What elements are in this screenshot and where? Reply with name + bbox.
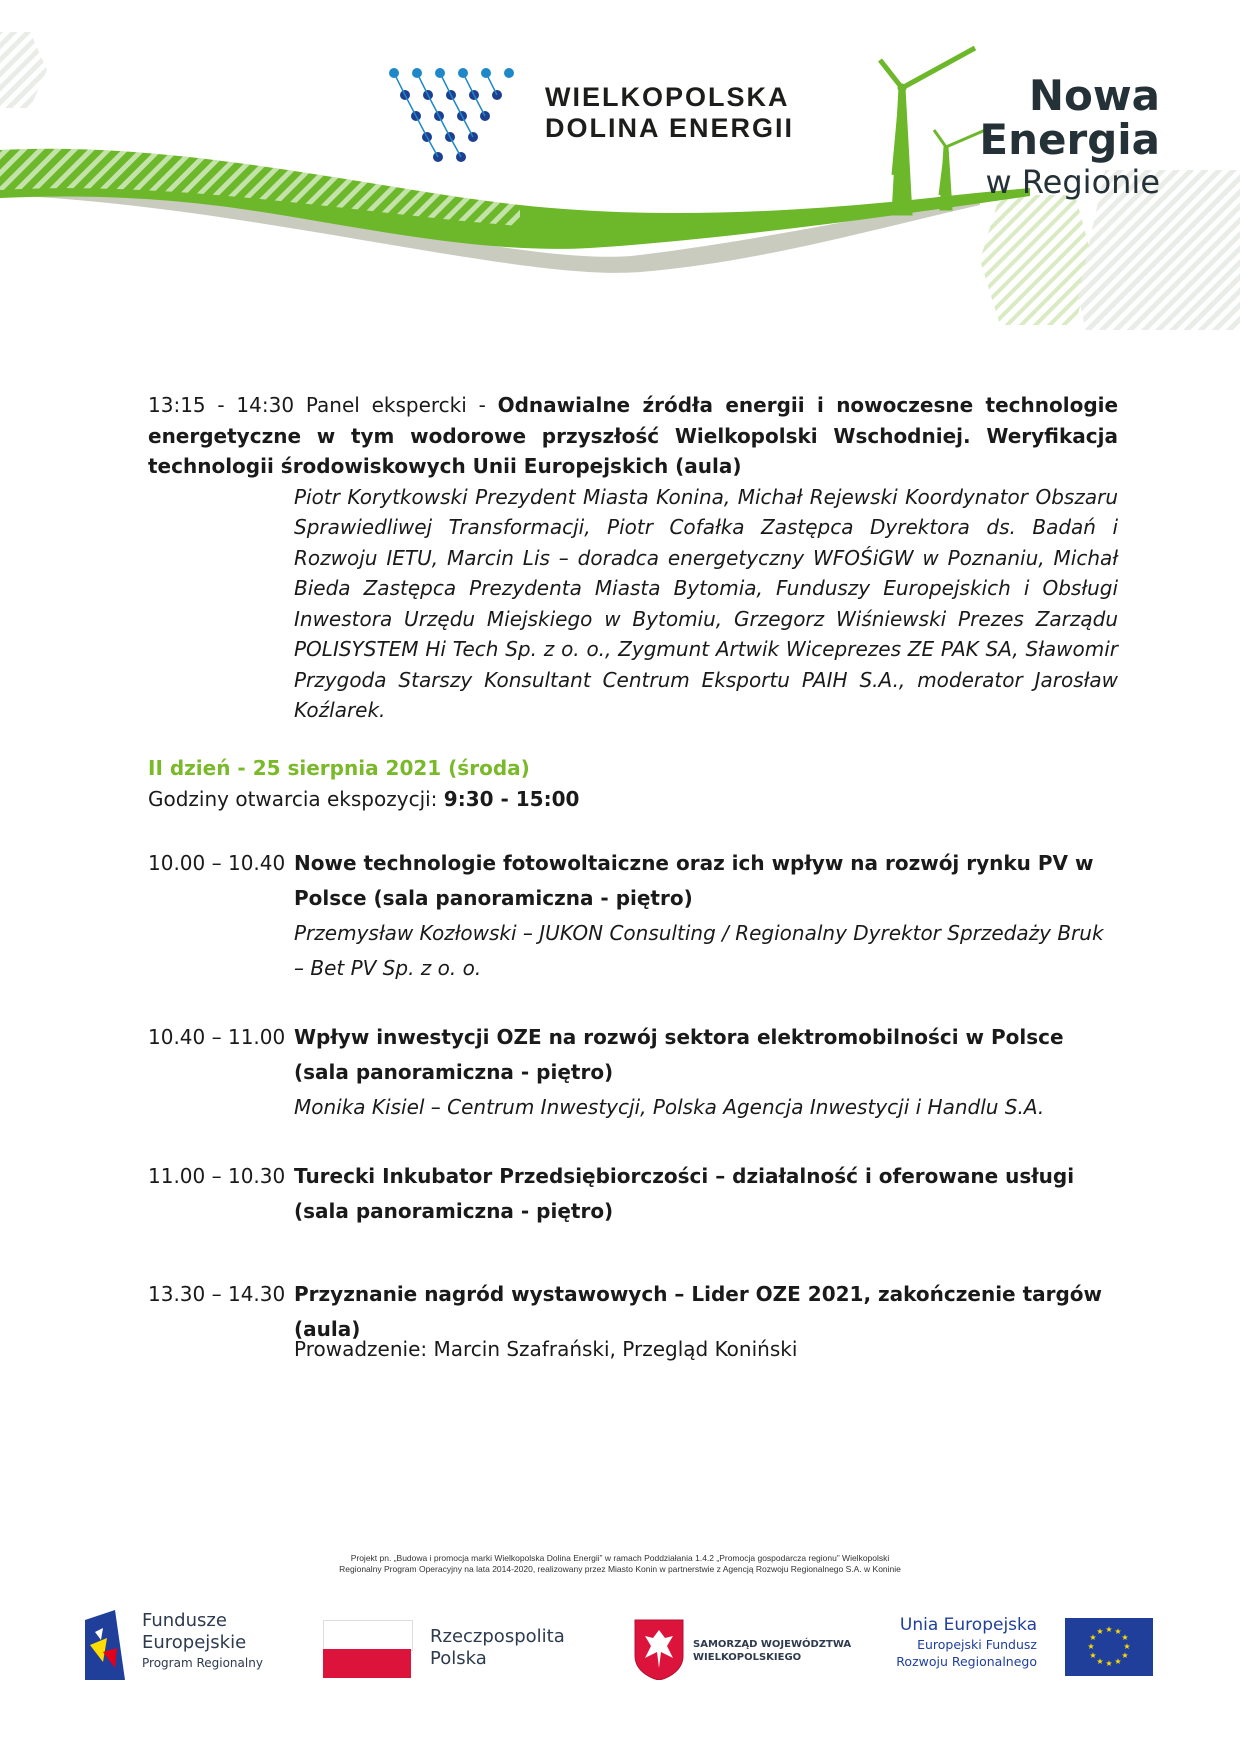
- panel-speakers: Piotr Korytkowski Prezydent Miasta Konina, Michał Rejewski Koordynator Obszaru Sprawiedliwej Transformacji, Piotr Cofałka Zastępca Dyrektora ds. Badań i Rozwoju IETU, Marcin Lis – doradca energetyczny WFOŚiGW w Poznaniu, Michał Bieda Zastępca Prezydenta Miasta Bytomia, Funduszy Europejskich i Obsługi Inwestora Urzędu Miejskiego w Bytomiu, Grzegorz Wiśniewski Prezes Zarządu POLISYSTEM Hi Tech Sp. z o. o., Zygmunt Artwik Wiceprezes ZE PAK SA, Sławomir Przygoda Starszy Konsultant Centrum Eksportu PAIH S.A., moderator Jarosław Koźlarek.: [294, 484, 1118, 722]
- panel-title: Odnawialne źródła energii i nowoczesne technologie energetyczne w tym wodorowe przyszłość Wielkopolski Wschodniej. Weryfikacja technologii środowiskowych Unii Europejskich (aula): [148, 393, 1119, 478]
- svg-text:★: ★: [1121, 1651, 1129, 1660]
- panel-label: Panel ekspercki: [305, 393, 467, 417]
- panel-time-end: 14:30: [236, 393, 295, 417]
- opening-hours-value: 9:30 - 15:00: [443, 786, 580, 811]
- host-text: Prowadzenie: Marcin Szafrański, Przegląd Koniński: [294, 1337, 798, 1361]
- fe-line-3: Program Regionalny: [142, 1656, 263, 1670]
- brand-title: [979, 71, 1160, 202]
- svg-text:★: ★: [1096, 1657, 1104, 1666]
- opening-hours-label: Godziny otwarcia ekspozycji:: [148, 786, 438, 811]
- unia-europejska-logo: [887, 1614, 1157, 1686]
- svg-text:★: ★: [1089, 1651, 1097, 1660]
- agenda-item-time: 10.40 – 11.00: [148, 1025, 286, 1049]
- svg-text:★: ★: [1087, 1642, 1095, 1651]
- fundusze-europejskie-icon: [85, 1610, 125, 1680]
- project-footnote: [260, 1553, 980, 1575]
- agenda-item-time: 11.00 – 10.30: [148, 1164, 286, 1188]
- day2-header: [148, 753, 1118, 814]
- sw-line-2: WIELKOPOLSKIEGO: [693, 1652, 802, 1663]
- fe-line-1: Fundusze: [142, 1610, 227, 1631]
- brand-line-2: Energia: [979, 115, 1160, 164]
- svg-text:★: ★: [1096, 1627, 1104, 1636]
- flag-red-stripe: [323, 1649, 411, 1678]
- panel-dash: -: [478, 393, 486, 417]
- ue-line-3: Rozwoju Regionalnego: [896, 1654, 1037, 1669]
- opening-hours: [148, 784, 1118, 815]
- svg-text:★: ★: [1105, 1659, 1113, 1668]
- footnote-line-1: Projekt pn. „Budowa i promocja marki Wielkopolska Dolina Energii” w ramach Poddziałania 1.4.2 „Promocja gospodarcza regionu” Wielkopolski: [350, 1553, 890, 1563]
- svg-text:★: ★: [1105, 1625, 1113, 1634]
- coat-of-arms-icon: [633, 1618, 685, 1680]
- wind-turbine-large: [880, 48, 975, 215]
- samorzad-wojewodztwa-logo: [633, 1618, 853, 1682]
- agenda-item-time: 13.30 – 14.30: [148, 1282, 286, 1306]
- day2-heading: II dzień - 25 sierpnia 2021 (środa): [148, 756, 530, 780]
- flag-white-stripe: [323, 1620, 413, 1651]
- brand-line-1: Nowa: [1028, 71, 1160, 120]
- hexagon-top-left: [0, 32, 47, 108]
- agenda-item-time: 10.00 – 10.40: [148, 851, 286, 875]
- svg-text:★: ★: [1114, 1627, 1122, 1636]
- agenda-item-title: Wpływ inwestycji OZE na rozwój sektora elektromobilności w Polsce (sala panoramiczna - piętro): [294, 1025, 1064, 1084]
- panel-time-start: 13:15: [148, 393, 206, 417]
- agenda-item: [148, 846, 1118, 986]
- ue-line-1: Unia Europejska: [899, 1615, 1037, 1635]
- org-line-2: DOLINA ENERGII: [545, 113, 795, 143]
- svg-text:★: ★: [1121, 1633, 1129, 1642]
- sw-line-1: SAMORZĄD WOJEWÓDZTWA: [693, 1639, 852, 1650]
- hexagon-right-green: [980, 195, 1093, 325]
- footnote-line-2: Regionalny Program Operacyjny na lata 2014-2020, realizowany przez Miasto Konin w partnerstwie z Agencją Rozwoju Regionalnego S.A. w Koninie: [339, 1564, 901, 1574]
- fe-line-2: Europejskie: [142, 1632, 247, 1653]
- panel-session: [148, 390, 1118, 726]
- agenda-item: [148, 1020, 1118, 1125]
- svg-text:★: ★: [1114, 1657, 1122, 1666]
- host-line: [148, 1332, 1118, 1367]
- org-line-1: WIELKOPOLSKA: [545, 82, 790, 112]
- agenda-item-speaker: Monika Kisiel – Centrum Inwestycji, Polska Agencja Inwestycji i Handlu S.A.: [294, 1095, 1045, 1119]
- agenda-item-title: Turecki Inkubator Przedsiębiorczości – działalność i oferowane usługi (sala panoramiczna - piętro): [294, 1164, 1075, 1223]
- ue-line-2: Europejski Fundusz: [917, 1637, 1037, 1652]
- fundusze-europejskie-logo: [85, 1610, 285, 1690]
- eu-flag-icon: [1065, 1618, 1153, 1676]
- rzeczpospolita-polska-logo: [323, 1620, 583, 1680]
- agenda-item-title: Przyznanie nagród wystawowych – Lider OZE 2021, zakończenie targów (aula): [294, 1282, 1103, 1341]
- agenda-item-title: Nowe technologie fotowoltaiczne oraz ich wpływ na rozwój rynku PV w Polsce (sala panoramiczna - piętro): [294, 851, 1094, 910]
- agenda-item: [148, 1159, 1118, 1229]
- agenda-item-speaker: Przemysław Kozłowski – JUKON Consulting / Regionalny Dyrektor Sprzedaży Bruk – Bet PV Sp. z o. o.: [294, 921, 1104, 980]
- organization-logo-text: [545, 82, 794, 144]
- svg-text:★: ★: [1089, 1633, 1097, 1642]
- brand-line-3: w Regionie: [985, 163, 1160, 201]
- rp-line-2: Polska: [430, 1648, 487, 1669]
- rp-line-1: Rzeczpospolita: [430, 1626, 565, 1647]
- panel-heading: [148, 390, 1118, 482]
- panel-time-sep: -: [217, 393, 225, 417]
- dolina-energii-dot-logo: [389, 68, 514, 162]
- svg-text:★: ★: [1123, 1642, 1131, 1651]
